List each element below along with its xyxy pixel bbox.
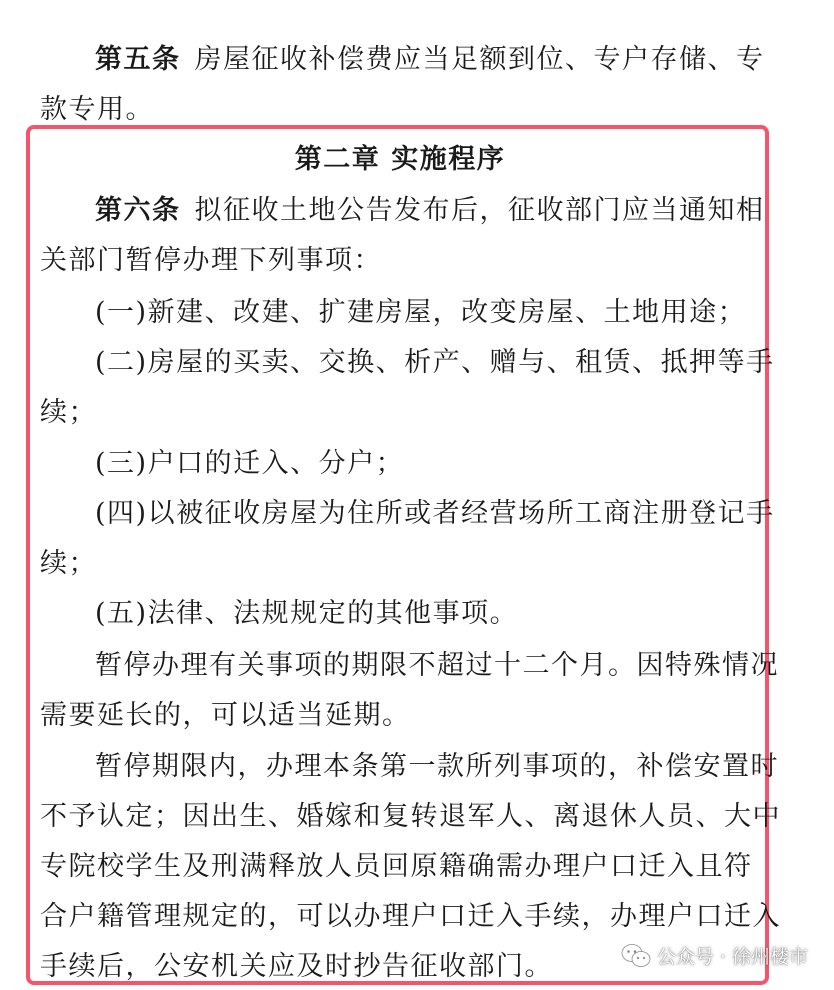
article6-para3-line2: 不予认定；因出生、婚嫁和复转退军人、离退休人员、大中	[40, 801, 781, 832]
article6-para3-line1: 暂停期限内，办理本条第一款所列事项的，补偿安置时	[95, 751, 779, 782]
article6-para3-line4: 合户籍管理规定的，可以办理户口迁入手续，办理户口迁入	[40, 901, 781, 932]
article5-text-1: 房屋征收补偿费应当足额到位、专户存储、专	[194, 44, 765, 75]
watermark	[621, 942, 808, 969]
article6-item2-line2: 续；	[40, 397, 97, 428]
article6-item5: (五)法律、法规规定的其他事项。	[95, 598, 519, 629]
article6-para3-line5: 手续后，公安机关应及时抄告征收部门。	[40, 951, 553, 982]
article6-heading: 第六条	[95, 195, 181, 226]
article5-line1	[95, 42, 765, 78]
article5-heading: 第五条	[95, 44, 181, 75]
article6-line1	[95, 193, 765, 229]
watermark-text: 公众号 · 徐州楼市	[656, 946, 808, 968]
article6-item4-line1: (四)以被征收房屋为住所或者经营场所工商注册登记手	[95, 498, 775, 529]
article6-item2-line1: (二)房屋的买卖、交换、析产、赠与、租赁、抵押等手	[95, 347, 775, 378]
article6-text-1: 拟征收土地公告发布后，征收部门应当通知相	[194, 195, 765, 226]
article6-para3-line3: 专院校学生及刑满释放人员回原籍确需办理户口迁入且符	[40, 851, 753, 882]
article6-item3: (三)户口的迁入、分户；	[95, 448, 405, 479]
article6-para2-line2: 需要延长的，可以适当延期。	[40, 700, 411, 731]
article6-item1: (一)新建、改建、扩建房屋，改变房屋、土地用途；	[95, 297, 747, 328]
article5-line2: 款专用。	[40, 94, 154, 125]
chapter-title: 第二章 实施程序	[294, 144, 506, 175]
article6-item4-line2: 续；	[40, 548, 97, 579]
article6-para2-line1: 暂停办理有关事项的期限不超过十二个月。因特殊情况	[95, 650, 779, 681]
article6-line2: 关部门暂停办理下列事项：	[40, 245, 382, 276]
wechat-icon	[621, 943, 651, 969]
